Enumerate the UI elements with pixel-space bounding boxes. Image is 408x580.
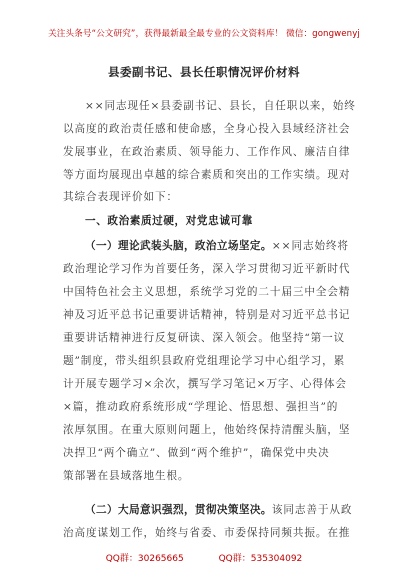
line-text: 政治理论学习作为首要任务，深入学习贯彻习近平新时代 [63,263,351,275]
body-line [63,526,350,540]
footer-qq-group-2: QQ群：535304092 [218,554,303,564]
body-line [63,168,350,182]
line-text: 中国特色社会主义思想，系统学习党的二十届三中全会精 [63,286,351,298]
subsection-heading: （二）大局意识强烈，贯彻决策坚决。 [85,504,272,516]
line-text: 以高度的政治责任感和使命感，全身心投入县域经济社会 [63,123,351,135]
line-text: 重要讲话精神进行反复研读、深入领会。他坚持“第一议 [63,332,346,344]
line-text: ××同志现任×县委副书记、县长，自任职以来，始终 [85,100,356,112]
section-heading [85,214,350,228]
line-text: 发展事业，在政治素质、领导能力、工作作风、廉洁自律 [63,146,351,158]
line-text: 决捍卫“两个确立”、做到“两个维护”，确保党中央决 [63,447,330,459]
body-line [63,354,350,368]
body-line [63,285,350,299]
line-text: 治高度谋划工作，始终与省委、市委保持同频共振。在推 [63,527,351,539]
body-line [63,446,350,460]
line-text: 等方面均展现出卓越的综合素质和突出的工作实绩。现对 [63,169,351,181]
header-banner: 关注头条号“公文研究”，获得最新最全最专业的公文资料库！ 微信：gongwenyj [48,29,360,39]
body-line [63,469,350,483]
line-text: 计开展专题学习×余次，撰写学习笔记×万字、心得体会 [63,378,347,390]
body-line [63,423,350,437]
body-line [85,503,353,517]
body-line [63,377,350,391]
body-line [63,262,350,276]
line-text: 题”制度，带头组织县政府党组理论学习中心组学习，累 [63,355,346,367]
body-line [63,122,350,136]
subsection-heading: （一）理论武装头脑，政治立场坚定。 [85,240,272,252]
footer-banner [0,551,408,564]
document-title: 县委副书记、县长任职情况评价材料 [108,65,300,79]
line-text: 其综合表现评价如下： [63,191,178,203]
body-line [63,400,350,414]
line-text: 神及习近平总书记重要讲话精神，特别是对习近平总书记 [63,309,351,321]
footer-qq-group-1: QQ群：30265665 [105,554,184,564]
body-line [63,190,350,204]
body-line [63,308,350,322]
line-text: 浓厚氛围。在重大原则问题上，他始终保持清醒头脑，坚 [63,424,351,436]
line-text: ×篇，推动政府系统形成“学理论、悟思想、强担当”的 [63,401,339,413]
body-line [63,145,350,159]
body-line [85,239,350,253]
line-text: 策部署在县域落地生根。 [63,470,190,482]
line-text: 一、政治素质过硬，对党忠诚可靠 [85,215,253,227]
body-line [63,331,350,345]
line-text: 该同志善于从政 [271,504,353,516]
line-text: ××同志始终将 [271,240,349,252]
body-line [85,99,356,113]
